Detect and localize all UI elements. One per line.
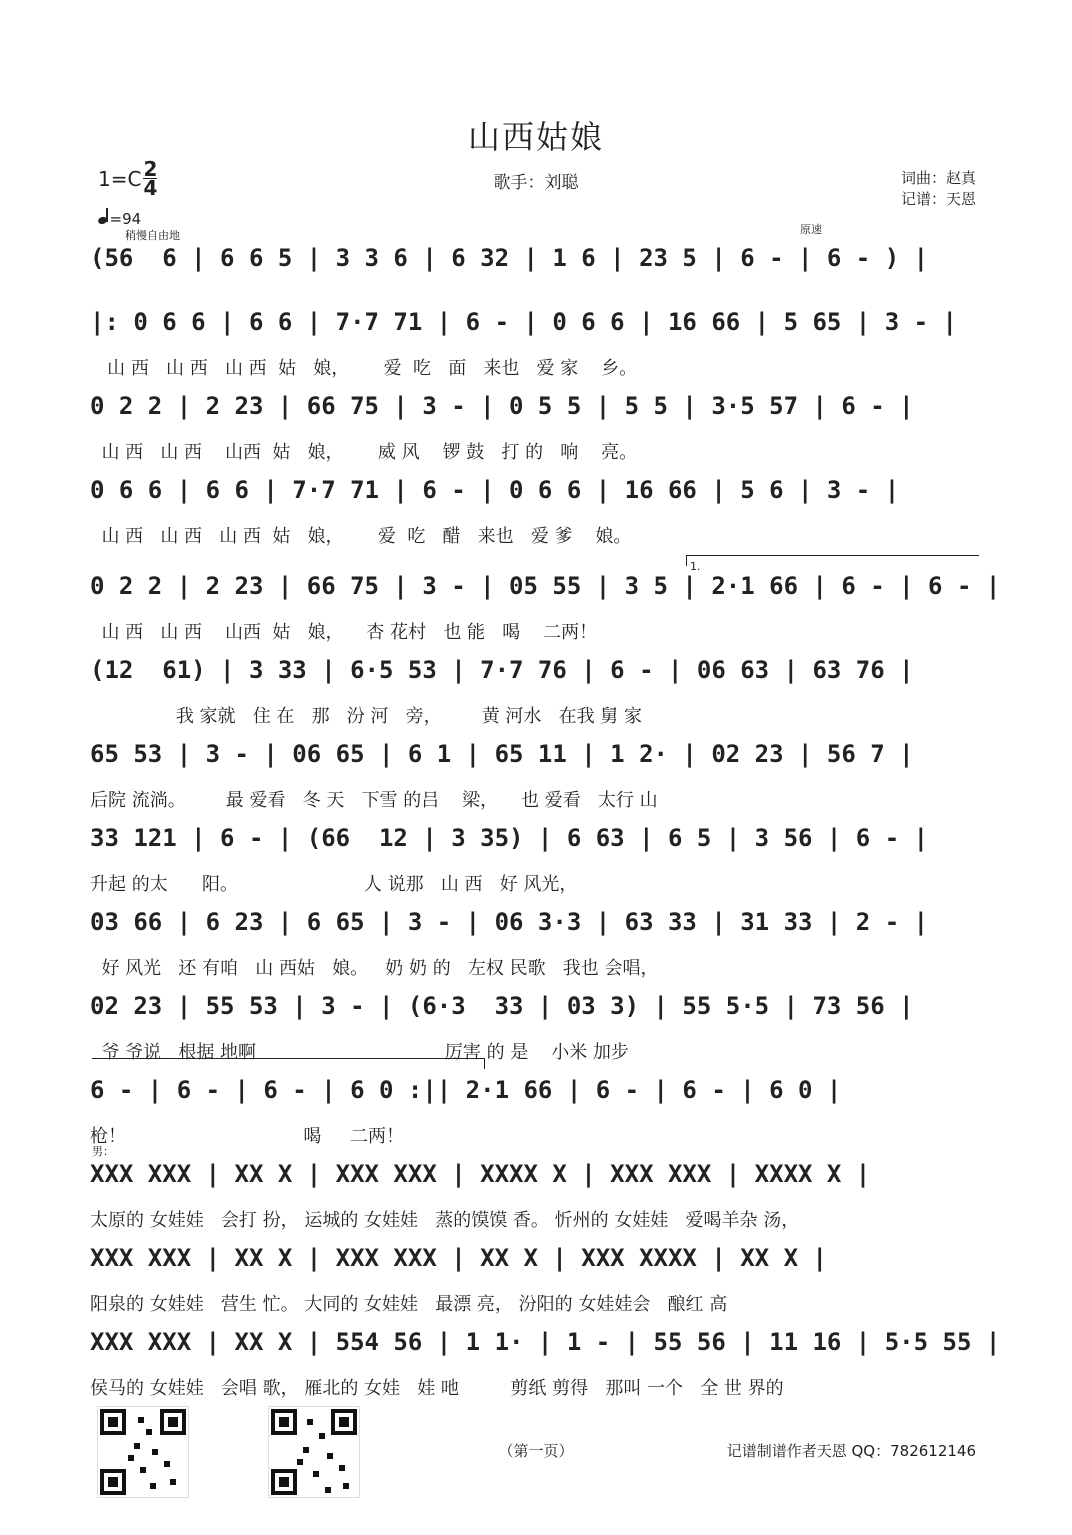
qr-cell [170, 1479, 176, 1485]
quarter-note-icon [97, 216, 108, 226]
lyrics-line: 山 西 山 西 山西 姑 娘， 威 风 锣 鼓 打 的 响 亮。 [90, 442, 638, 463]
transcriber-credit: 记谱：天恩 [900, 190, 976, 208]
notation-line: (12 61) | 3 33 | 6·5 53 | 7·7 76 | 6 - | 06 63 | 63 76 | [90, 656, 914, 684]
notation-line: 0 2 2 | 2 23 | 66 75 | 3 - | 0 5 5 | 5 5 | 3·5 57 | 6 - | [90, 392, 914, 420]
score-row [90, 572, 1001, 652]
qr-cell [150, 1483, 156, 1489]
male-label: 男： [92, 1145, 114, 1158]
lyrics-line: 太原的 女娃娃 会打 扮， 运城的 女娃娃 蒸的馍馍 香。 忻州的 女娃娃 爱喝羊杂 汤， [90, 1210, 800, 1231]
qr-cell [339, 1465, 345, 1471]
volta-bracket-2 [92, 1058, 485, 1069]
score-row [90, 1076, 982, 1156]
qr-finder [100, 1409, 126, 1435]
tempo-hint: 稍慢自由地 [125, 229, 180, 242]
score-row [90, 392, 982, 472]
notation-line: XXX XXX | XX X | XXX XXX | XX X | XXX XXXX | XX X | [90, 1244, 827, 1272]
qr-finder [271, 1469, 297, 1495]
lyrics-line: 阳泉的 女娃娃 营生 忙。 大同的 女娃娃 最漂 亮， 汾阳的 女娃娃会 酿红 高 [90, 1294, 728, 1315]
score-row [90, 824, 982, 904]
notation-line: |: 0 6 6 | 6 6 | 7·7 71 | 6 - | 0 6 6 | 16 66 | 5 65 | 3 - | [90, 308, 957, 336]
notation-line: XXX XXX | XX X | XXX XXX | XXXX X | XXX XXX | XXXX X | [90, 1160, 871, 1188]
tempo-value: =94 [109, 210, 142, 228]
notation-line: 0 2 2 | 2 23 | 66 75 | 3 - | 05 55 | 3 5 | 2·1 66 | 6 - | 6 - | [90, 572, 1001, 600]
score-row [90, 1328, 1001, 1408]
notation-line: 6 - | 6 - | 6 - | 6 0 :|| 2·1 66 | 6 - | 6 - | 6 0 | [90, 1076, 842, 1104]
page-number: （第一页） [498, 1442, 574, 1460]
key-prefix: 1=C [98, 166, 142, 191]
notation-line: 0 6 6 | 6 6 | 7·7 71 | 6 - | 0 6 6 | 16 66 | 5 6 | 3 - | [90, 476, 900, 504]
yuansu-annotation: 原速 [800, 223, 822, 236]
lyrics-line: 后院 流淌。 最 爱看 冬 天 下雪 的吕 梁， 也 爱看 太行 山 [90, 790, 658, 811]
qr-finder [331, 1409, 357, 1435]
lyrics-line: 升起 的太 阳。 人 说那 山 西 好 风光， [90, 874, 578, 895]
qr-cell [319, 1433, 325, 1439]
lyrics-line: 枪！ 喝 二两！ [90, 1126, 404, 1147]
qr-cell [138, 1417, 144, 1423]
notation-line: (56 6 | 6 6 5 | 3 3 6 | 6 32 | 1 6 | 23 5 | 6 - | 6 - ) | [90, 244, 929, 272]
score-row [90, 476, 982, 556]
qr-finder [160, 1409, 186, 1435]
score-row [90, 740, 982, 820]
lyrics-line: 好 风光 还 有咱 山 西姑 娘。 奶 奶 的 左权 民歌 我也 会唱， [90, 958, 659, 979]
volta-label: 1. [690, 560, 701, 573]
qr-finder [271, 1409, 297, 1435]
score-row [90, 308, 982, 388]
notation-line: 03 66 | 6 23 | 6 65 | 3 - | 06 3·3 | 63 33 | 31 33 | 2 - | [90, 908, 929, 936]
composer-credit: 词曲：赵真 [900, 169, 976, 187]
qr-cell [140, 1467, 146, 1473]
qr-finder [100, 1469, 126, 1495]
score-row [90, 656, 982, 736]
lyrics-line: 爷 爷说 根据 地啊 厉害 的 是 小米 加步 [90, 1042, 629, 1063]
lyrics-line: 侯马的 女娃娃 会唱 歌， 雁北的 女娃 娃 吔 剪纸 剪得 那叫 一个 全 世 界的 [90, 1378, 784, 1399]
qr-cell [325, 1487, 331, 1493]
notation-line: 65 53 | 3 - | 06 65 | 6 1 | 65 11 | 1 2· | 02 23 | 56 7 | [90, 740, 914, 768]
singer: 歌手：刘聪 [493, 173, 579, 193]
notation-line: 33 121 | 6 - | (66 12 | 3 35) | 6 63 | 6 5 | 3 56 | 6 - | [90, 824, 929, 852]
time-top: 2 [143, 157, 158, 181]
lyrics-line: 我 家就 住 在 那 汾 河 旁， 黄 河水 在我 舅 家 [90, 706, 643, 727]
qr-cell [343, 1483, 349, 1489]
lyrics-line: 山 西 山 西 山 西 姑 娘， 爱 吃 醋 来也 爱 爹 娘。 [90, 526, 632, 547]
volta-bracket [686, 555, 979, 566]
notation-line: XXX XXX | XX X | 554 56 | 1 1· | 1 - | 55 56 | 11 16 | 5·5 55 | [90, 1328, 1001, 1356]
notation-line: 02 23 | 55 53 | 3 - | (6·3 33 | 03 3) | 55 5·5 | 73 56 | [90, 992, 914, 1020]
footer-credit: 记谱制谱作者天恩 QQ：782612146 [726, 1442, 976, 1460]
lyrics-line: 山 西 山 西 山西 姑 娘， 杏 花村 也 能 喝 二两！ [90, 622, 598, 643]
qr-cell [313, 1471, 319, 1477]
qr-cell [146, 1429, 152, 1435]
score-row [90, 1160, 982, 1240]
lyrics-line: 山 西 山 西 山 西 姑 娘， 爱 吃 面 来也 爱 家 乡。 [90, 358, 638, 379]
qr-cell [307, 1419, 313, 1425]
time-bottom: 4 [143, 176, 158, 200]
qr-cell [164, 1461, 170, 1467]
song-title: 山西姑娘 [467, 118, 604, 156]
score-row [90, 1244, 982, 1324]
score-row [90, 908, 982, 988]
credits [901, 168, 976, 210]
tempo-marking [98, 208, 141, 228]
